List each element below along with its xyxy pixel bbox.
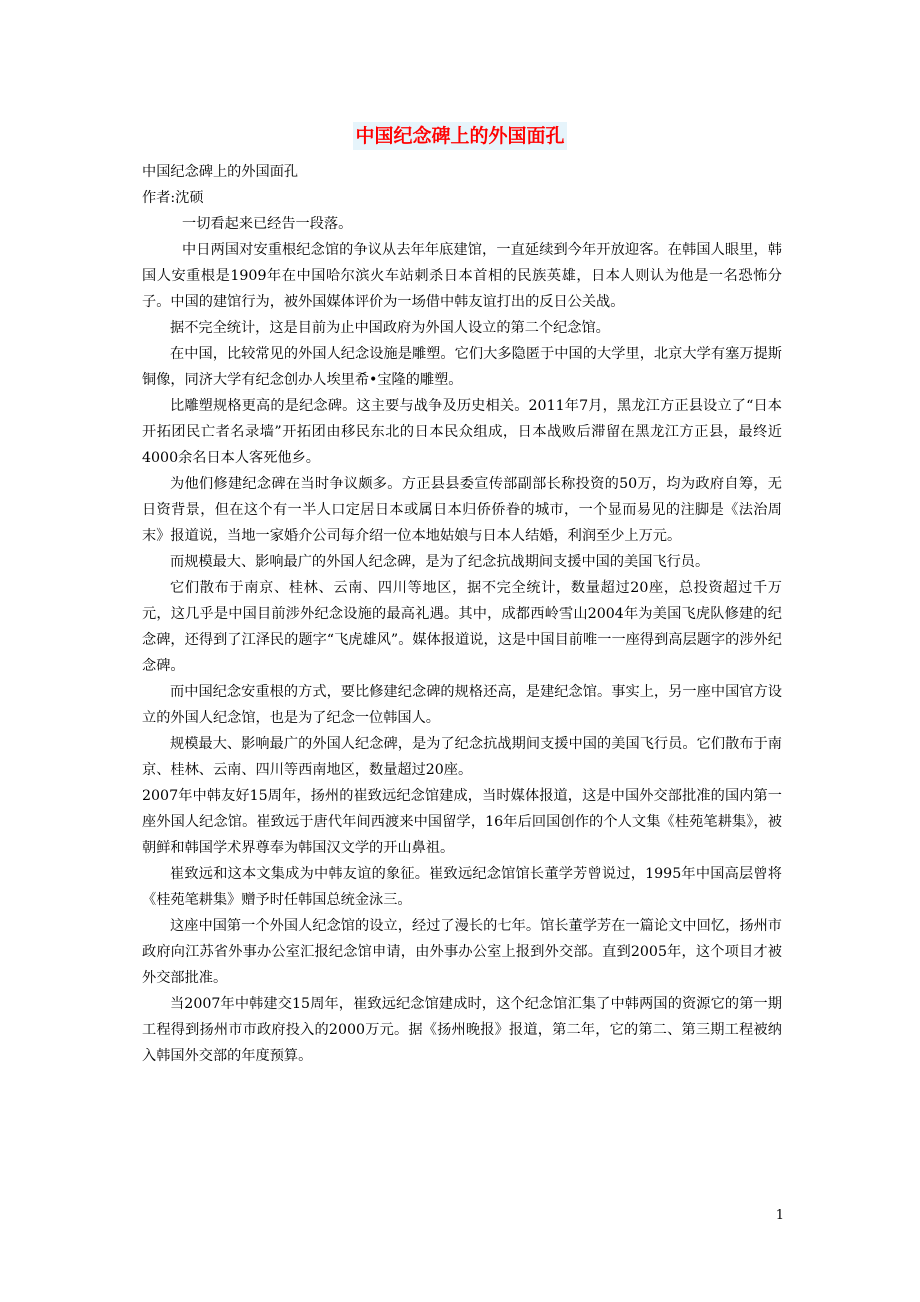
document-title: 中国纪念碑上的外国面孔 xyxy=(353,122,566,150)
paragraph-8: 它们散布于南京、桂林、云南、四川等地区，据不完全统计，数量超过20座，总投资超过千万元，这几乎是中国目前涉外纪念设施的最高礼遇。其中，成都西岭雪山2004年为美国飞虎队修建的纪念碑，还得到了江泽民的题字“飞虎雄风”。媒体报道说，这是中国目前唯一一座得到高层题字的涉外纪念碑。 xyxy=(142,580,782,674)
paragraph-9: 而中国纪念安重根的方式，要比修建纪念碑的规格还高，是建纪念馆。事实上，另一座中国官方设立的外国人纪念馆，也是为了纪念一位韩国人。 xyxy=(142,684,782,726)
document-author: 作者:沈硕 xyxy=(142,190,204,206)
paragraph-7: 而规模最大、影响最广的外国人纪念碑，是为了纪念抗战期间支援中国的美国飞行员。 xyxy=(170,554,710,570)
document-subtitle: 中国纪念碑上的外国面孔 xyxy=(142,164,299,180)
page-number: 1 xyxy=(775,1208,784,1223)
paragraph-10: 规模最大、影响最广的外国人纪念碑，是为了纪念抗战期间支援中国的美国飞行员。它们散布于南京、桂林、云南、四川等西南地区，数量超过20座。 xyxy=(142,736,782,778)
paragraph-4: 在中国，比较常见的外国人纪念设施是雕塑。它们大多隐匿于中国的大学里，北京大学有塞万提斯铜像，同济大学有纪念创办人埃里希•宝隆的雕塑。 xyxy=(142,346,782,388)
paragraph-12: 崔致远和这本文集成为中韩友谊的象征。崔致远纪念馆馆长董学芳曾说过，1995年中国高层曾将《桂苑笔耕集》赠予时任韩国总统金泳三。 xyxy=(142,866,782,908)
paragraph-1: 一切看起来已经告一段落。 xyxy=(182,216,353,232)
paragraph-2: 中日两国对安重根纪念馆的争议从去年年底建馆，一直延续到今年开放迎客。在韩国人眼里，韩国人安重根是1909年在中国哈尔滨火车站刺杀日本首相的民族英雄，日本人则认为他是一名恐怖分子。中国的建馆行为，被外国媒体评价为一场借中韩友谊打出的反日公关战。 xyxy=(142,242,782,310)
paragraph-13: 这座中国第一个外国人纪念馆的设立，经过了漫长的七年。馆长董学芳在一篇论文中回忆，扬州市政府向江苏省外事办公室汇报纪念馆申请，由外事办公室上报到外交部。直到2005年，这个项目才被外交部批准。 xyxy=(142,918,782,986)
document-body xyxy=(142,159,782,1069)
paragraph-14: 当2007年中韩建交15周年，崔致远纪念馆建成时，这个纪念馆汇集了中韩两国的资源它的第一期工程得到扬州市市政府投入的2000万元。据《扬州晚报》报道，第二年，它的第二、第三期工程被纳入韩国外交部的年度预算。 xyxy=(142,996,782,1064)
paragraph-6: 为他们修建纪念碑在当时争议颇多。方正县县委宣传部副部长称投资的50万，均为政府自筹，无日资背景，但在这个有一半人口定居日本或属日本归侨侨眷的城市，一个显而易见的注脚是《法治周末》报道说，当地一家婚介公司每介绍一位本地姑娘与日本人结婚，利润至少上万元。 xyxy=(142,476,782,544)
paragraph-11: 2007年中韩友好15周年，扬州的崔致远纪念馆建成，当时媒体报道，这是中国外交部批准的国内第一座外国人纪念馆。崔致远于唐代年间西渡来中国留学，16年后回国创作的个人文集《桂苑笔耕集》，被朝鲜和韩国学术界尊奉为韩国汉文学的开山鼻祖。 xyxy=(142,788,782,856)
title-container xyxy=(0,122,920,150)
paragraph-5: 比雕塑规格更高的是纪念碑。这主要与战争及历史相关。2011年7月，黑龙江方正县设立了“日本开拓团民亡者名录墙”开拓团由移民东北的日本民众组成，日本战败后滞留在黑龙江方正县，最终近4000余名日本人客死他乡。 xyxy=(142,398,782,466)
paragraph-3: 据不完全统计，这是目前为止中国政府为外国人设立的第二个纪念馆。 xyxy=(170,320,610,336)
